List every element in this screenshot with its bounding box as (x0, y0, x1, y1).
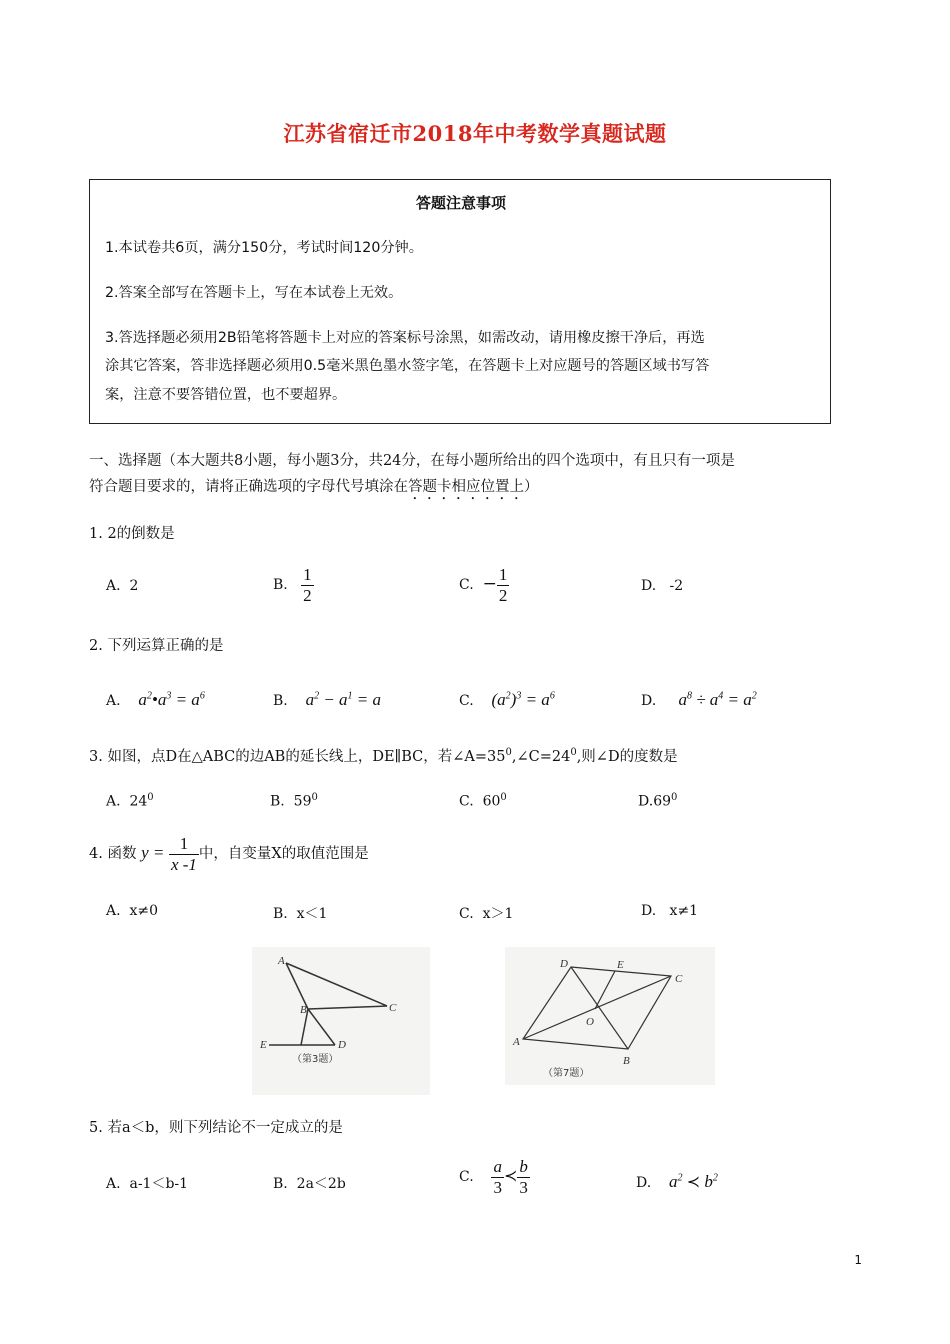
option-value: 59 (293, 793, 312, 810)
diagonal-ac (523, 976, 671, 1039)
vertex-label-b: B (623, 1055, 630, 1067)
stem-text: 中，自变量X的取值范围是 (198, 846, 369, 863)
option-label: B. (273, 577, 288, 594)
option-value: 60 (482, 793, 501, 810)
document-title: 江苏省宿迁市2018年中考数学真题试题 (283, 121, 667, 146)
fraction (497, 565, 510, 605)
q4-option-b (273, 903, 327, 923)
notice-item-2: 2.答案全部写在答题卡上，写在本试卷上无效。 (105, 285, 403, 301)
segment-eo (595, 971, 615, 1009)
relation-symbol: ≺ (503, 1166, 518, 1186)
numerator: b (519, 1157, 528, 1176)
option-label: B. (273, 906, 288, 922)
question-2-stem: 2. 下列运算正确的是 (89, 638, 224, 654)
degree-mark: 0 (147, 792, 154, 803)
figure-7-caption: （第7题） (543, 1068, 590, 1079)
option-value: x＜1 (296, 906, 328, 922)
vertex-label-c: C (389, 1002, 397, 1014)
question-5-stem: 5. 若a＜b，则下列结论不一定成立的是 (89, 1120, 343, 1136)
section-heading-line-2 (89, 475, 539, 503)
numerator: 1 (179, 834, 189, 853)
stem-text: ,∠C=24 (511, 749, 571, 765)
q2-option-d (641, 690, 757, 710)
notice-box (89, 179, 831, 424)
option-value: 2a＜2b (296, 1176, 346, 1192)
q2-option-b (273, 690, 381, 710)
degree-mark: 0 (570, 747, 577, 759)
denominator: 2 (303, 585, 312, 605)
option-value: x＞1 (482, 906, 514, 922)
numerator: 1 (303, 565, 312, 584)
degree-mark: 0 (671, 792, 678, 803)
vertex-label-e: E (260, 1039, 267, 1051)
q4-option-d (641, 903, 698, 919)
math-expression: $a^2$ (669, 1172, 683, 1191)
notice-item-3-line-2: 涂其它答案，答非选择题必须用0.5毫米黑色墨水签字笔，在答题卡上对应题号的答题区域书写答 (105, 358, 710, 374)
vertex-label-d: D (338, 1039, 346, 1051)
vertex-label-b: B (300, 1004, 307, 1016)
figure-3 (252, 947, 430, 1095)
q1-option-a (106, 578, 138, 594)
segment-ac (286, 963, 387, 1006)
option-label: C. (459, 793, 474, 810)
vertex-label-e: E (617, 959, 624, 971)
option-value: x≠1 (669, 903, 699, 919)
figure-3-caption: （第3题） (292, 1054, 339, 1065)
diagonal-bd (571, 967, 628, 1049)
stem-text: ,则∠D的度数是 (576, 749, 678, 765)
q5-option-b (273, 1173, 346, 1193)
segment-ab (286, 963, 308, 1009)
math-expression: y = (141, 843, 165, 863)
numerator: a (493, 1157, 502, 1176)
option-label: A. (106, 578, 121, 594)
question-1-stem: 1. 2的倒数是 (89, 526, 175, 542)
q3-option-b (270, 792, 318, 810)
notice-item-3-line-3: 案，注意不要答错位置，也不要超界。 (105, 387, 347, 403)
q3-option-c (459, 792, 507, 810)
math-expression: $a^2•a^3 = a^6$ (138, 690, 205, 709)
vertex-label-c: C (675, 973, 683, 985)
option-label: A. (106, 903, 121, 919)
math-expression: $(a^2)^3 = a^6$ (491, 690, 555, 709)
figure-7 (505, 947, 715, 1085)
minus-sign: − (482, 574, 497, 595)
denominator: 2 (498, 585, 508, 605)
denominator: x -1 (170, 854, 197, 874)
q3-option-a (106, 792, 154, 810)
option-label: B. (273, 1176, 288, 1192)
fraction (491, 1157, 504, 1197)
section-heading-line-1: 一、选择题（本大题共8小题，每小题3分，共24分，在每小题所给出的四个选项中，有且只有一项是 (89, 453, 735, 469)
segment-bd (308, 1009, 335, 1045)
question-4-stem (89, 834, 369, 874)
section-heading-close: ） (524, 479, 539, 495)
vertex-label-a: A (513, 1036, 520, 1048)
q2-option-c (459, 690, 555, 710)
fraction (517, 1157, 530, 1197)
point-label-o: O (586, 1016, 594, 1028)
option-label: B. (273, 693, 288, 709)
q4-option-a (106, 903, 158, 919)
q1-option-d (641, 578, 683, 594)
math-expression: $a^8 \div a^4 = a^2$ (678, 690, 757, 709)
emphasized-text: 答题卡相应位置上 (408, 479, 524, 495)
option-value: -2 (669, 578, 684, 594)
q1-option-c (459, 565, 509, 605)
math-expression: $b^2$ (700, 1172, 718, 1191)
option-label: C. (459, 906, 474, 922)
option-value: a-1＜b-1 (129, 1176, 189, 1192)
section-heading-text: 符合题目要求的，请将正确选项的字母代号填涂在 (89, 479, 408, 495)
numerator: 1 (498, 565, 508, 584)
denominator: 3 (493, 1177, 502, 1197)
q4-option-c (459, 903, 513, 923)
option-value: 69 (653, 793, 672, 810)
fraction (301, 565, 314, 605)
option-label: D. (641, 903, 657, 919)
option-value: x≠0 (129, 903, 159, 919)
option-label: C. (459, 693, 474, 709)
stem-text: 3. 如图，点D在△ABC的边AB的延长线上，DE∥BC，若∠A=35 (89, 749, 506, 765)
option-value: 2 (129, 578, 139, 594)
q2-option-a (106, 690, 205, 710)
vertex-label-a: A (278, 955, 285, 967)
degree-mark: 0 (311, 792, 318, 803)
option-label: A. (106, 693, 121, 709)
denominator: 3 (519, 1177, 528, 1197)
segment-bc (308, 1006, 387, 1009)
stem-text: 4. 函数 (89, 846, 137, 863)
q3-option-d (638, 792, 677, 810)
q5-option-a (106, 1173, 188, 1193)
relation-symbol: ≺ (686, 1172, 701, 1191)
option-label: B. (270, 793, 285, 810)
option-label: D. (636, 1175, 652, 1191)
option-label: C. (459, 1169, 474, 1186)
degree-mark: 0 (500, 792, 507, 803)
notice-item-3-line-1: 3.答选择题必须用2B铅笔将答题卡上对应的答案标号涂黑，如需改动，请用橡皮擦干净后，再选 (105, 330, 705, 346)
option-label: A. (106, 793, 121, 810)
option-label: A. (106, 1176, 121, 1192)
q1-option-b (273, 565, 314, 605)
vertex-label-d: D (560, 958, 568, 970)
notice-item-1: 1.本试卷共6页，满分150分，考试时间120分钟。 (105, 240, 423, 256)
degree-mark: 0 (505, 747, 512, 759)
option-label: C. (459, 577, 474, 594)
option-label: D. (638, 793, 654, 810)
q5-option-c (459, 1157, 530, 1197)
option-value: 24 (129, 793, 148, 810)
option-label: D. (641, 693, 657, 709)
notice-heading: 答题注意事项 (415, 194, 506, 212)
option-label: D. (641, 578, 657, 594)
page-number: 1 (854, 1253, 862, 1267)
question-3-stem (89, 745, 678, 766)
fraction (169, 834, 199, 874)
q5-option-d (636, 1172, 718, 1192)
math-expression: $a^2 - a^1 = a$ (305, 690, 382, 709)
